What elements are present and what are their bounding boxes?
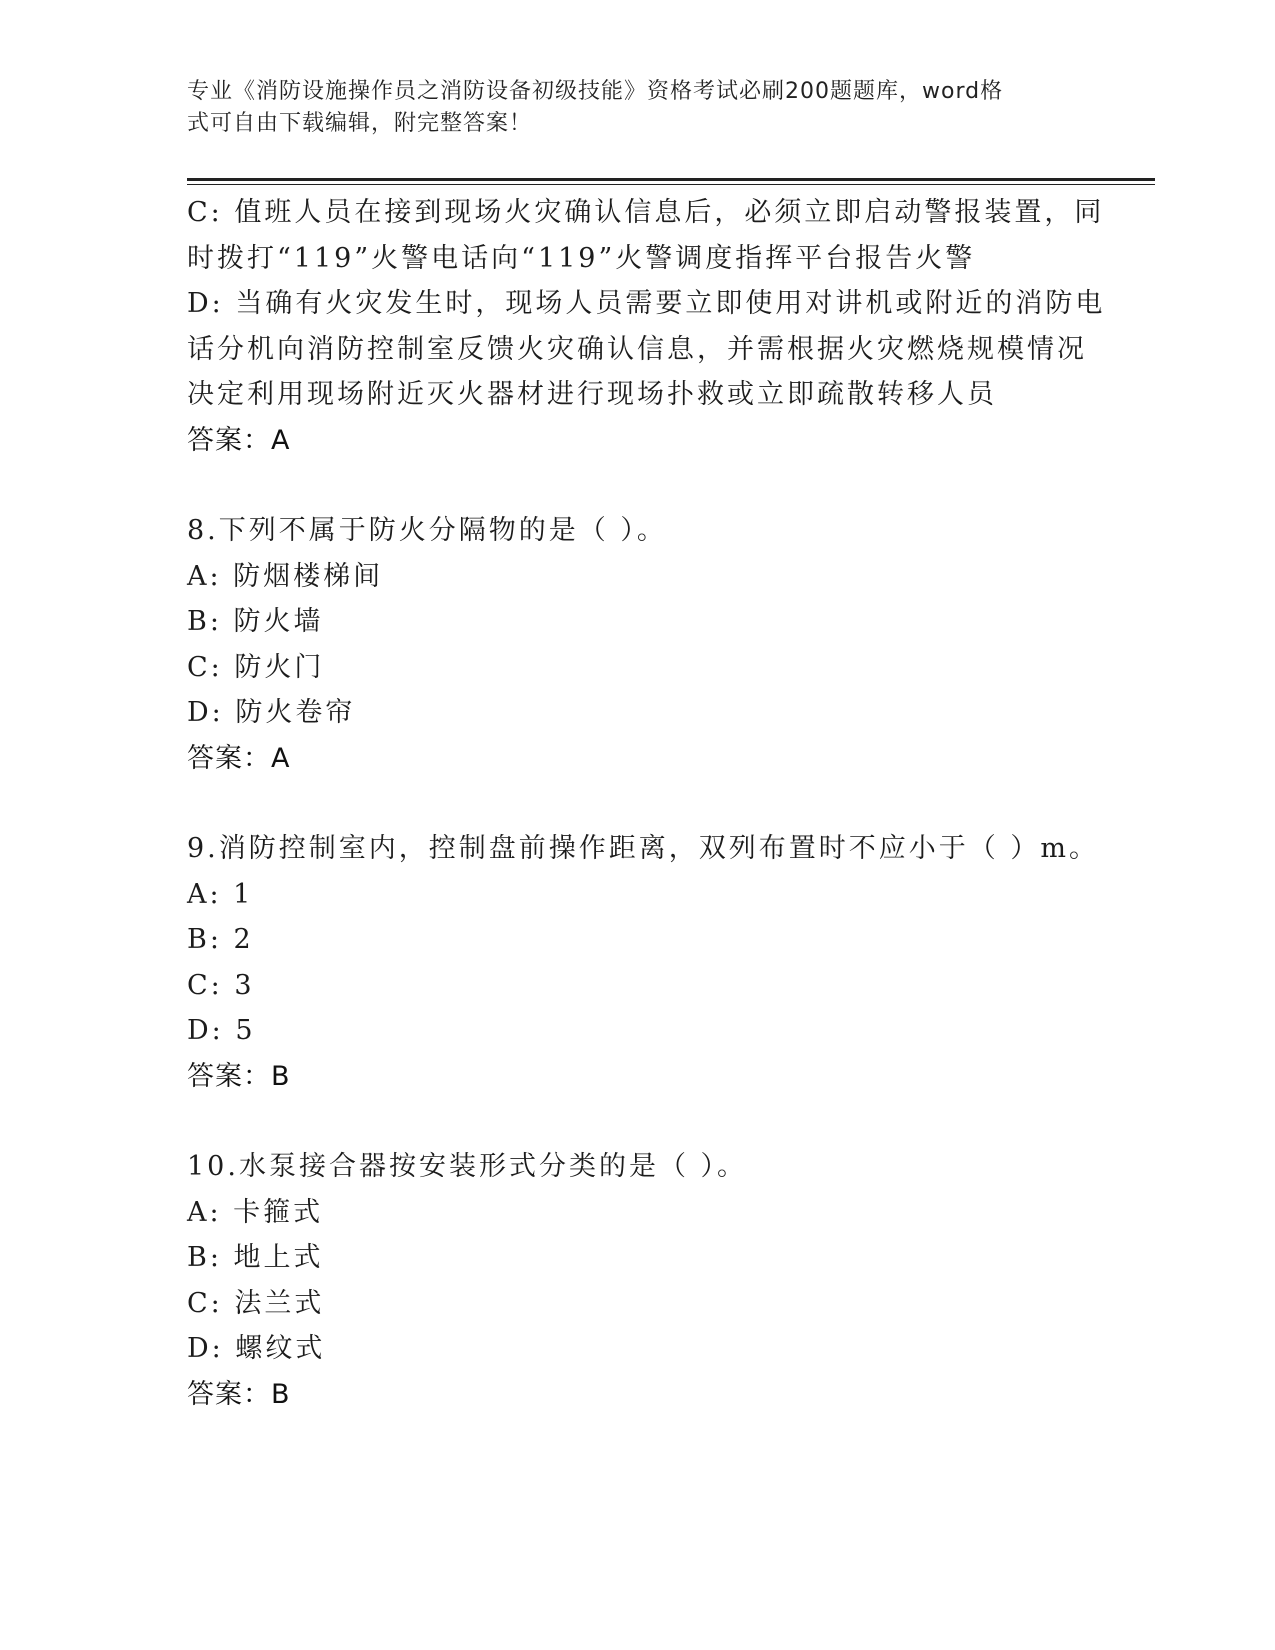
option-a: A: 防烟楼梯间 [187,560,384,592]
option-a: A: 卡箍式 [187,1196,324,1228]
question-stem: 10.水泵接合器按安装形式分类的是（ ）。 [187,1151,748,1182]
document-body [187,190,1106,1417]
question-8 [187,508,1087,781]
option-b: B: 防火墙 [187,606,324,637]
answer-line: 答案：B [187,1060,291,1092]
spacer [187,463,1087,508]
option-c: C: 法兰式 [187,1287,325,1319]
answer-line: 答案：A [187,424,291,456]
answer-line: 答案：B [187,1378,291,1410]
question-7-continued [187,190,1106,463]
option-d: D: 5 [187,1015,256,1046]
header-title-line-2: 式可自由下载编辑，附完整答案！ [187,111,533,136]
header-rule-thin [187,184,1155,185]
option-c-line-2: 时拨打“119”火警电话向“119”火警调度指挥平台报告火警 [187,242,976,274]
question-stem: 9.消防控制室内，控制盘前操作距离，双列布置时不应小于（ ）m。 [187,833,1099,864]
option-b: B: 2 [187,924,254,955]
answer-line: 答案：A [187,742,291,774]
question-stem: 8.下列不属于防火分隔物的是（ ）。 [187,515,667,546]
option-d-line-2: 话分机向消防控制室反馈火灾确认信息，并需根据火灾燃烧规模情况 [187,333,1087,365]
option-b: B: 地上式 [187,1242,324,1273]
spacer [187,1099,1087,1144]
option-c: C: 3 [187,969,255,1001]
header-title-line-1: 专业《消防设施操作员之消防设备初级技能》资格考试必刷200题题库，word格 [187,79,1004,104]
option-d: D: 螺纹式 [187,1333,326,1364]
option-c: C: 防火门 [187,651,325,683]
header-rule-thick [187,178,1155,181]
option-a: A: 1 [187,878,254,910]
question-10 [187,1144,1087,1417]
option-d-line-3: 决定利用现场附近灭火器材进行现场扑救或立即疏散转移人员 [187,379,997,410]
question-9 [187,826,1099,1099]
option-c-line-1: C: 值班人员在接到现场火灾确认信息后，必须立即启动警报装置，同 [187,197,1105,228]
option-d-line-1: D: 当确有火灾发生时，现场人员需要立即使用对讲机或附近的消防电 [187,288,1106,319]
spacer [187,781,1087,826]
option-d: D: 防火卷帘 [187,697,356,728]
document-header [187,76,1067,140]
